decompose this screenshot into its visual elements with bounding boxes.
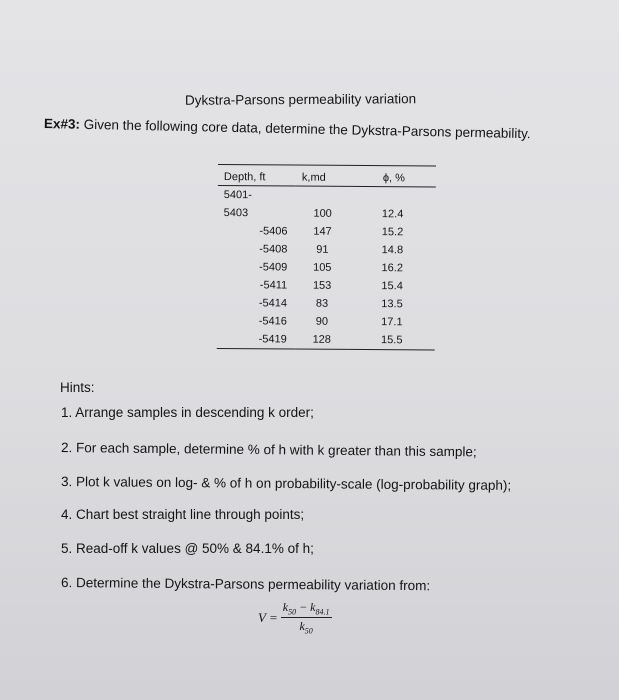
table-row [217, 330, 435, 350]
depth-cell: 5401- [223, 189, 252, 202]
exercise-text: Given the following core data, determine the Dykstra-Parsons permeability. [79, 116, 531, 142]
header-porosity: ϕ, % [350, 165, 436, 187]
header-depth: Depth, ft [218, 164, 296, 186]
depth-cell: 5403 [223, 207, 249, 220]
k-cell: 83 [315, 297, 329, 310]
table-row [218, 204, 436, 224]
table-row [217, 222, 435, 242]
hint-item: 1. Arrange samples in descending k order; [61, 405, 314, 420]
hint-item: 3. Plot k values on log- & % of h on probability-scale (log-probability graph); [60, 474, 512, 493]
depth-cell: -5409 [259, 261, 288, 274]
hint-item: 2. For each sample, determine % of h with k greater than this sample; [60, 440, 477, 460]
hint-item: 5. Read-off k values @ 50% & 84.1% of h; [61, 541, 314, 556]
porosity-cell: 12.4 [381, 208, 404, 221]
porosity-cell: 17.1 [381, 316, 403, 329]
k-cell: 153 [312, 279, 332, 292]
table-row [217, 258, 435, 278]
k-cell [296, 186, 350, 205]
hints-heading: Hints: [60, 380, 95, 395]
formula-numerator: $k_{50} - k_{84.1}$ [282, 600, 330, 617]
porosity-cell: 16.2 [381, 262, 404, 275]
porosity-cell [350, 186, 436, 205]
header-k: k,md [296, 165, 350, 186]
depth-cell: -5419 [217, 330, 295, 349]
porosity-cell: 15.2 [381, 226, 404, 239]
formula-lhs: V = [258, 609, 278, 625]
k-cell: 128 [295, 331, 349, 350]
formula-denominator: $k_{50}$ [299, 619, 313, 636]
depth-cell: -5411 [259, 279, 288, 292]
k-cell: 91 [316, 243, 329, 256]
k-cell: 100 [313, 207, 332, 220]
exercise-label: Ex#3: [43, 116, 81, 132]
porosity-cell: 14.8 [381, 244, 404, 257]
core-data-table [217, 164, 436, 351]
dykstra-parsons-formula [258, 600, 332, 636]
formula-fraction [281, 600, 332, 636]
porosity-cell: 15.5 [349, 331, 435, 350]
table-header-row [218, 164, 436, 187]
depth-cell: -5406 [259, 225, 288, 238]
porosity-cell: 13.5 [381, 298, 403, 311]
table-row [217, 294, 435, 314]
exercise-statement [44, 116, 531, 141]
table-row [218, 185, 436, 205]
hint-item: 4. Chart best straight line through points; [61, 507, 305, 522]
porosity-cell: 15.4 [381, 280, 403, 293]
depth-cell: -5408 [259, 243, 288, 256]
depth-cell: -5416 [258, 315, 287, 328]
table-row [217, 312, 435, 332]
page-title: Dykstra-Parsons permeability variation [184, 91, 417, 108]
k-cell: 147 [313, 225, 332, 238]
table-row [217, 276, 435, 296]
depth-cell: -5414 [258, 297, 288, 310]
hint-item: 6. Determine the Dykstra-Parsons permeability variation from: [60, 575, 431, 594]
k-cell: 90 [315, 315, 329, 328]
k-cell: 105 [313, 261, 332, 274]
table-row [217, 240, 435, 260]
